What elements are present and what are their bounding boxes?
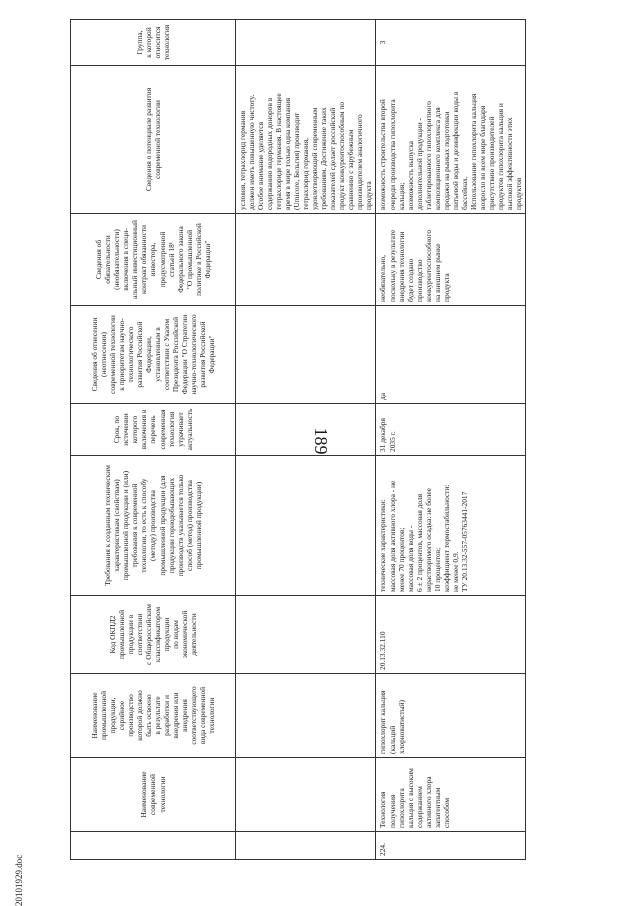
cell-potential: возможность строительства второй очереди производства гипохлорита кальция; возможность выпуска дополнительной продукции - таблетированного гипохлоритного композиционного комплекса для продажи на рынках подготовки питьевой воды и дезинфекции воды в бассейнах. Использование гипохлорита кальция возросло во всем мире благодаря присутствию производителей продуктов гипохлорита кальция и высокой эффективности этих продуктов — [376, 66, 526, 214]
cell-cont-tech — [236, 758, 376, 832]
technology-register-table — [70, 19, 526, 860]
page-number: 189 — [311, 427, 331, 455]
cell-row-number: 224. — [376, 832, 526, 860]
cell-product-name: гипохлорит кальция (кальций хлорноватистый) — [376, 674, 526, 758]
cell-cont-requirements — [236, 456, 376, 596]
table-row-continuation — [236, 20, 376, 860]
header-tech-name: Наименование современной технологии — [71, 758, 236, 832]
table-row — [376, 20, 526, 860]
cell-deadline: 31 декабря 2035 г. — [376, 404, 526, 456]
table-header-row — [71, 20, 236, 860]
cell-cont-priority — [236, 306, 376, 404]
cell-obligation: необязательно, поскольку в результате внедрения технологии будет создано производство конкурентоспособного на внешнем рынке продукта — [376, 214, 526, 306]
cell-cont-deadline — [236, 404, 376, 456]
footer-file-name: 20101929.doc — [14, 854, 24, 906]
cell-cont-product — [236, 674, 376, 758]
cell-cont-okpd2 — [236, 596, 376, 674]
cell-requirements: технические характеристики: массовая доля активного хлора - не менее 70 процентов; массовая доля воды - 6 ± 2 процентов, массовая доля нерастворимого осадка: не более 10 процентов; коэффициент термостабильности: не менее 0,9. ТУ 20.13.32-557-05763441-2017 — [376, 456, 526, 596]
cell-cont-obligation — [236, 214, 376, 306]
cell-group: 3 — [376, 20, 526, 66]
header-okpd2: Код ОКПД2 промышленной продукции в соответствии с Общероссийским классификатором продукции по видам экономической деятельности — [71, 596, 236, 674]
header-potential: Сведения о потенциале развития современной технологии — [71, 66, 236, 214]
cell-tech-name: Технология получения гипохлорита кальция с высоким содержанием активного хлора запатентным способом — [376, 758, 526, 832]
header-group: Группа, к которой относится технология — [71, 20, 236, 66]
header-product-name: Наименование промышленной продукции, серийное производство которой должно быть освоено в результате разработки и внедрения или внедрения соответствующего вида современной технологии — [71, 674, 236, 758]
header-requirements: Требования к созданным техническим характеристикам (свойствам) промышленной продукции и (или) требования к современной технологии, то есть к способу (методу) производства промышленной продукции (для продукции горнодобывающих производств указывается только способ (метод) производства промышленной продукции) — [71, 456, 236, 596]
cell-cont-group — [236, 20, 376, 66]
register-sheet — [70, 20, 630, 860]
cell-okpd2: 20.13.32.110 — [376, 596, 526, 674]
header-priority: Сведения об отнесении (неотнесении) современной технологии к приоритетам научно- технологического развития Российской Федерации, установленным в соответствии с Указом Президента Российской Федерации "О Стратегии научно-технологического развития Российской Федерации" — [71, 306, 236, 404]
header-obligation: Сведения об обязательности (необязательности) включения в специ- альный инвестиционный контракт обязанности инвестора, предусмотренной статьей 18¹ Федерального закона "О промышленной политике в Российской Федерации" — [71, 214, 236, 306]
cell-priority: да — [376, 306, 526, 404]
cell-cont-potential: условия, тетрахлорид германия должен иметь повышенную чистоту. Особое внимание уделяется содержанию водородных доноров в тетрахлориде германия. В настоящее время в мире только одна компания (Umicore, Бельгия) производит тетрахлорид германия, удовлетворяющий современным требованиям. Достижение таких показателей сделает российский продукт конкурентоспособным по сравнению с зарубежным производителем аналогичного продукта — [236, 66, 376, 214]
cell-cont-no — [236, 832, 376, 860]
header-no — [71, 832, 236, 860]
header-deadline: Срок, по истечении которого включения в перечень современная технология утрачивает актуальность — [71, 404, 236, 456]
